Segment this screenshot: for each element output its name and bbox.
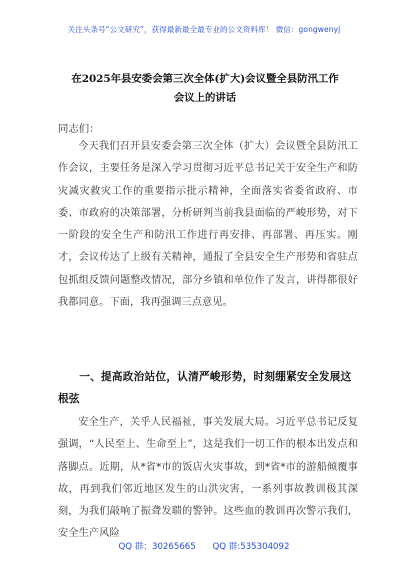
paragraph-intro: 今天我们召开县安委会第三次全体（扩大）会议暨全县防汛工作会议，主要任务是深入学习贯彻习近平总书记关于安全生产和防灾减灾救灾工作的重要指示批示精神，全面落实省委省政府、市委、市政府的决策部署，分析研判当前我县面临的严峻形势，对下一阶段的安全生产和防汛工作进行再安排、再部署、再压实。刚才，会议传达了上级有关精神，通报了全县安全生产形势和省驻点包抓组反馈问题整改情况，部分乡镇和单位作了发言，讲得都很好我都同意。下面，我再强调三点意见。 [58, 141, 358, 309]
paragraph-section-1: 安全生产，关乎人民福祉，事关发展大局。习近平总书记反复强调，“人民至上、生命至上”，这是我们一切工作的根本出发点和落脚点。近期，从*省*市的饭店火灾事故，到*省*市的游船倾覆事故，再到我们邻近地区发生的山洪灾害，一系列事故教训极其深刻，为我们敲响了振聋发聩的警钟。这些血的教训再次警示我们，安全生产风险 [58, 417, 358, 540]
qq-group-2: QQ 群:535304092 [212, 542, 290, 552]
footer-contact [0, 540, 408, 552]
document-title-line-2: 会议上的讲话 [173, 92, 237, 104]
qq-group-1: QQ 群：30265665 [118, 542, 196, 552]
document-title-line-1: 在2025年县安委会第三次全体(扩大)会议暨全县防汛工作 [71, 73, 339, 85]
promo-banner: 关注头条号“公文研究”，获得最新最全最专业的公文资料库！ 微信：gongwenyj [67, 25, 341, 34]
section-heading-1: 一、提高政治站位，认清严峻形势，时刻绷紧安全发展这根弦 [58, 371, 352, 406]
salutation: 同志们： [58, 123, 100, 135]
